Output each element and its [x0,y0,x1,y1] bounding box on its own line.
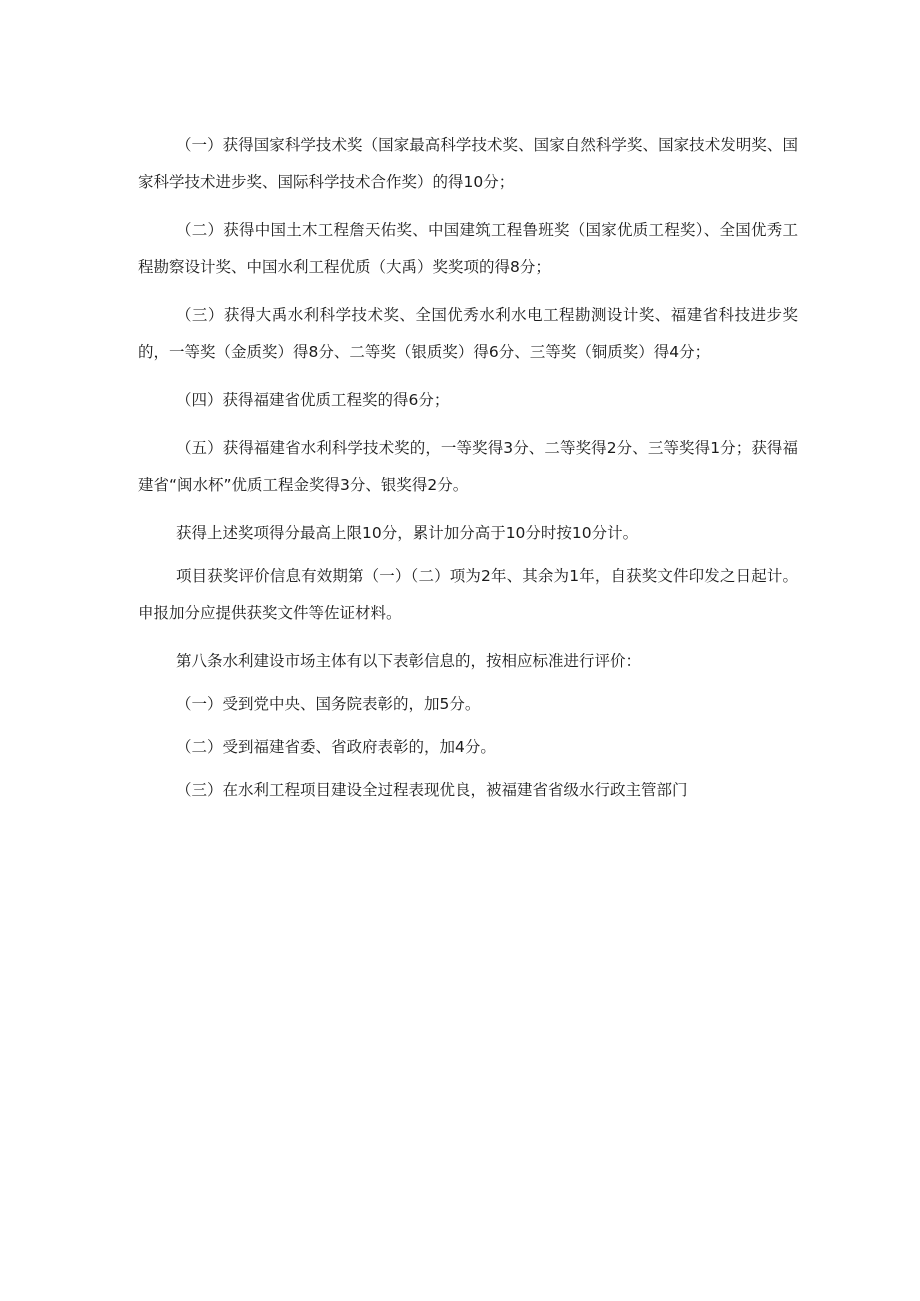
paragraph-award-zhan-tianyou: （二）获得中国土木工程詹天佑奖、中国建筑工程鲁班奖（国家优质工程奖）、全国优秀工程勘察设计奖、中国水利工程优质（大禹）奖奖项的得8分； [138,221,798,276]
paragraph-validity-period: 项目获奖评价信息有效期第（一）（二）项为2年、其余为1年，自获奖文件印发之日起计。申报加分应提供获奖文件等佐证材料。 [138,567,798,622]
paragraph-award-fujian-quality: （四）获得福建省优质工程奖的得6分； [175,391,450,409]
document-body [138,127,798,820]
paragraph-award-fujian-water-science: （五）获得福建省水利科学技术奖的，一等奖得3分、二等奖得2分、三等奖得1分；获得福建省“闽水杯”优质工程金奖得3分、银奖得2分。 [138,439,798,494]
paragraph-award-dayu-science: （三）获得大禹水利科学技术奖、全国优秀水利水电工程勘测设计奖、福建省科技进步奖的，一等奖（金质奖）得8分、二等奖（银质奖）得6分、三等奖（铜质奖）得4分； [138,306,798,361]
paragraph-award-national-science: （一）获得国家科学技术奖（国家最高科学技术奖、国家自然科学奖、国家技术发明奖、国家科学技术进步奖、国际科学技术合作奖）的得10分； [138,136,798,191]
paragraph-commendation-water-dept: （三）在水利工程项目建设全过程表现优良，被福建省省级水行政主管部门 [175,781,688,799]
paragraph-commendation-provincial: （二）受到福建省委、省政府表彰的，加4分。 [175,738,496,756]
paragraph-article-eight: 第八条水利建设市场主体有以下表彰信息的，按相应标准进行评价： [175,652,641,670]
paragraph-score-cap: 获得上述奖项得分最高上限10分，累计加分高于10分时按10分计。 [175,524,639,542]
paragraph-commendation-central: （一）受到党中央、国务院表彰的，加5分。 [175,695,481,713]
